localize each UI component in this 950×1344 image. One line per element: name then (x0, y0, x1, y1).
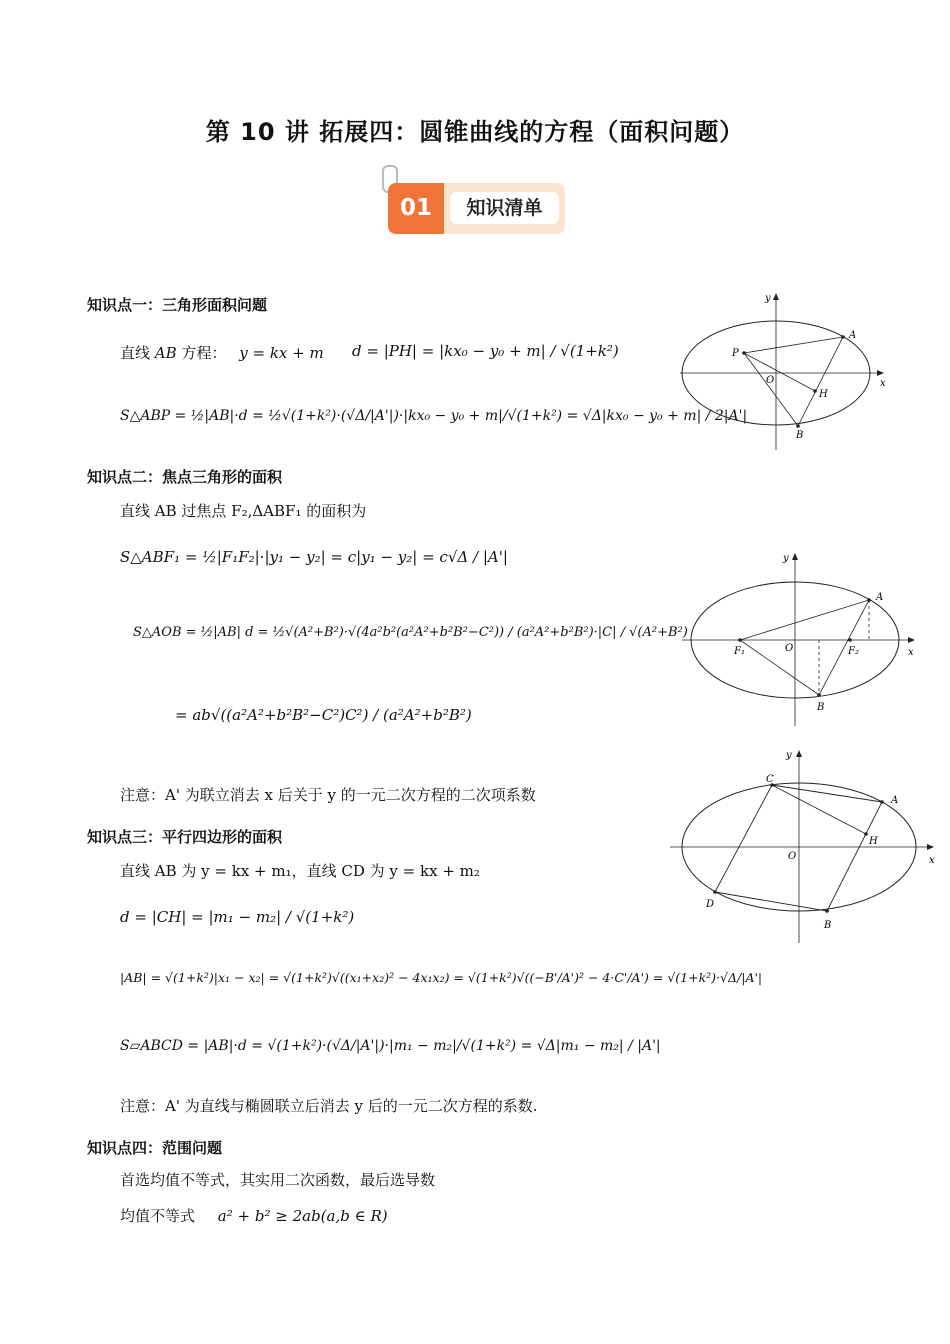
fig2-label-f1: F₁ (734, 646, 745, 657)
page-title: 第 10 讲 拓展四：圆锥曲线的方程（面积问题） (205, 118, 745, 146)
heading-section-1: 知识点一：三角形面积问题 (87, 296, 268, 314)
s1-line1-mid: 方程： (181, 344, 227, 362)
heading-section-4: 知识点四：范围问题 (87, 1139, 223, 1157)
fig2-label-y: y (783, 553, 789, 564)
s4-line2-eq: a² + b² ≥ 2ab(a,b ∈ R) (217, 1207, 388, 1225)
fig1-label-p: P (732, 348, 739, 359)
fig2-label-o: O (785, 643, 794, 654)
s3-formula-1: d = |CH| = |m₁ − m₂| / √(1+k²) (120, 908, 355, 926)
fig2-label-a: A (876, 592, 884, 603)
fig1-label-a: A (849, 330, 857, 341)
badge-number: 01 (388, 183, 444, 234)
heading-section-3: 知识点三：平行四边形的面积 (87, 828, 283, 846)
s4-line1: 首选均值不等式，其实用二次函数，最后选导数 (120, 1171, 436, 1189)
fig3-label-h: H (869, 836, 878, 847)
s2-formula-2: S△AOB = ½|AB| d = ½√(A²+B²)·√(4a²b²(a²A²+b²B²−C²)) / (a²A²+b²B²)·|C| / √(A²+B²) (133, 625, 688, 640)
s1-line1-prefix: 直线 (120, 344, 151, 362)
s1-distance-formula: d = |PH| = |kx₀ − y₀ + m| / √(1+k²) (352, 342, 619, 360)
s2-formula-3: = ab√((a²A²+b²B²−C²)C²) / (a²A²+b²B²) (175, 706, 472, 724)
figure-ellipse-focal-triangle (680, 548, 925, 728)
s2-formula-1: S△ABF₁ = ½|F₁F₂|·|y₁ − y₂| = c|y₁ − y₂| = c√Δ / |A'| (120, 548, 508, 566)
fig1-label-b: B (796, 430, 804, 441)
badge-label-box (444, 183, 565, 234)
fig3-label-b: B (824, 920, 832, 931)
s3-formula-3: S▱ABCD = |AB|·d = √(1+k²)·(√Δ/|A'|)·|m₁ − m₂|/√(1+k²) = √Δ|m₁ − m₂| / |A'| (120, 1038, 661, 1054)
s3-formula-2: |AB| = √(1+k²)|x₁ − x₂| = √(1+k²)√((x₁+x₂)² − 4x₁x₂) = √(1+k²)√((−B'/A')² − 4·C'/A') = √(1+k²)·√Δ/|A'| (120, 970, 763, 985)
fig3-label-o: O (788, 851, 797, 862)
fig3-label-x: x (929, 855, 935, 866)
s3-line1: 直线 AB 为 y = kx + m₁，直线 CD 为 y = kx + m₂ (120, 862, 480, 880)
fig1-label-y: y (765, 293, 771, 304)
fig3-label-d: D (706, 899, 715, 910)
s1-line1-ab: AB (154, 344, 177, 362)
s2-line1: 直线 AB 过焦点 F₂,ΔABF₁ 的面积为 (120, 502, 367, 520)
fig1-label-o: O (766, 375, 775, 386)
heading-section-2: 知识点二：焦点三角形的面积 (87, 468, 283, 486)
fig3-label-a: A (891, 795, 899, 806)
s1-area-formula: S△ABP = ½|AB|·d = ½√(1+k²)·(√Δ/|A'|)·|kx₀ − y₀ + m|/√(1+k²) = √Δ|kx₀ − y₀ + m| / 2|A'| (120, 408, 748, 424)
fig3-label-y: y (786, 750, 792, 761)
section-badge (388, 183, 565, 234)
s1-line1-eq: y = kx + m (239, 344, 324, 362)
fig1-label-x: x (880, 378, 886, 389)
s2-note: 注意：A' 为联立消去 x 后关于 y 的一元二次方程的二次项系数 (120, 786, 536, 804)
fig3-label-c: C (766, 774, 774, 785)
badge-label: 知识清单 (450, 192, 559, 224)
fig1-label-h: H (819, 389, 828, 400)
fig2-label-x: x (908, 647, 914, 658)
s1-line1 (120, 342, 324, 363)
fig2-label-b: B (817, 702, 825, 713)
s4-line2-label: 均值不等式 (120, 1207, 196, 1225)
s3-note: 注意：A' 为直线与椭圆联立后消去 y 后的一元二次方程的系数. (120, 1097, 538, 1115)
figure-ellipse-parallelogram (668, 745, 943, 945)
fig2-label-f2: F₂ (848, 646, 859, 657)
figure-ellipse-triangle (672, 290, 892, 455)
s4-line2 (120, 1205, 388, 1226)
